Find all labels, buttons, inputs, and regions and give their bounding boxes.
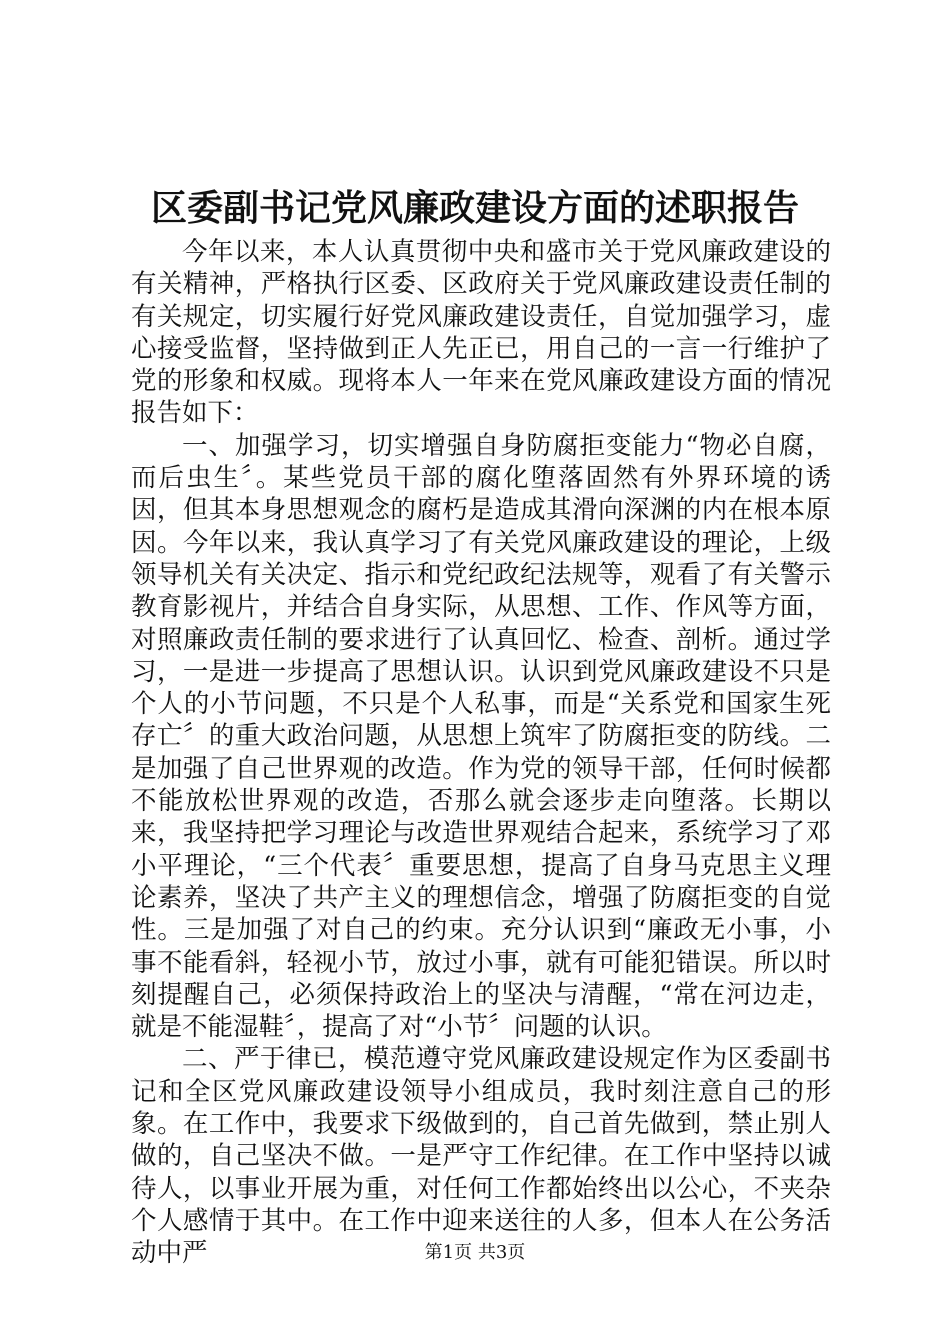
body-paragraph-intro: 今年以来，本人认真贯彻中央和盛市关于党风廉政建设的有关精神，严格执行区委、区政府关于党风廉政建设责任制的有关规定，切实履行好党风廉政建设责任，自觉加强学习，虚心接受监督，坚持做到正人先正已，用自己的一言一行维护了党的形象和权威。现将本人一年来在党风廉政建设方面的情况报告如下： — [131, 237, 831, 429]
body-paragraph-section-2: 二、严于律已，模范遵守党风廉政建设规定作为区委副书记和全区党风廉政建设领导小组成员，我时刻注意自己的形象。在工作中，我要求下级做到的，自己首先做到，禁止别人做的，自己坚决不做。一是严守工作纪律。在工作中坚持以诚待人，以事业开展为重，对任何工作都始终出以公心，不夹杂个人感情于其中。在工作中迎来送往的人多，但本人在公务活动中严 — [131, 1044, 831, 1269]
document-body — [131, 236, 831, 1270]
body-paragraph-section-1: 一、加强学习，切实增强自身防腐拒变能力“物必自腐，而后虫生〞。某些党员干部的腐化堕落固然有外界环境的诱因，但其本身思想观念的腐朽是造成其滑向深渊的内在根本原因。今年以来，我认真学习了有关党风廉政建设的理论，上级领导机关有关决定、指示和党纪政纪法规等，观看了有关警示教育影视片，并结合自身实际，从思想、工作、作风等方面，对照廉政责任制的要求进行了认真回忆、检查、剖析。通过学习，一是进一步提高了思想认识。认识到党风廉政建设不只是个人的小节问题，不只是个人私事，而是“关系党和国家生死存亡〞的重大政治问题，从思想上筑牢了防腐拒变的防线。二是加强了自己世界观的改造。作为党的领导干部，任何时候都不能放松世界观的改造，否那么就会逐步走向堕落。长期以来，我坚持把学习理论与改造世界观结合起来，系统学习了邓小平理论，“三个代表〞重要思想，提高了自身马克思主义理论素养，坚决了共产主义的理想信念，增强了防腐拒变的自觉性。三是加强了对自己的约束。充分认识到“廉政无小事，小事不能看斜，轻视小节，放过小事，就有可能犯错误。所以时刻提醒自己，必须保持政治上的坚决与清醒，“常在河边走，就是不能湿鞋〞，提高了对“小节〞问题的认识。 — [131, 430, 831, 1043]
document-title: 区委副书记党风廉政建设方面的述职报告 — [150, 187, 799, 229]
page-number-footer: 第1页 共3页 — [424, 1242, 526, 1263]
